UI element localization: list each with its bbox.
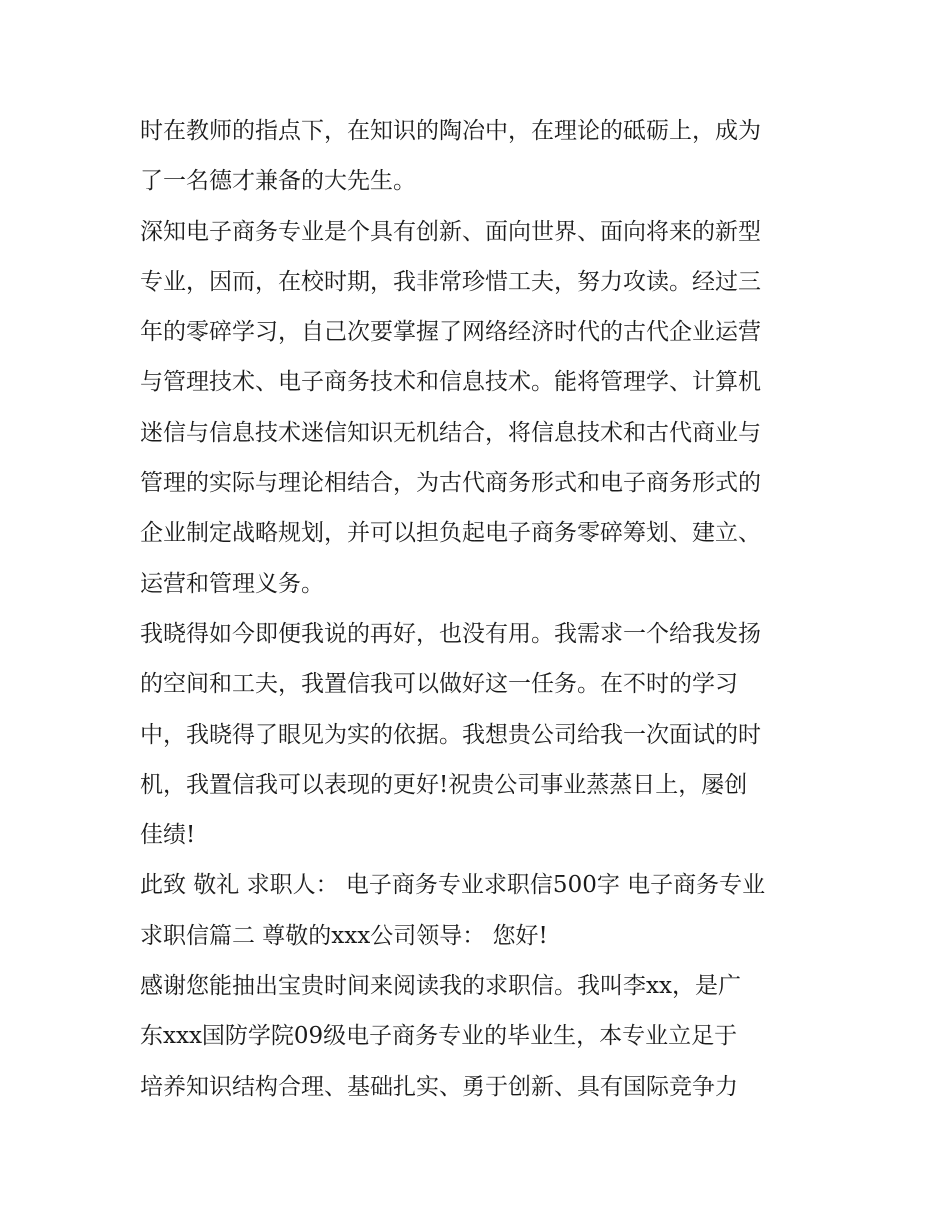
text-line: 机，我置信我可以表现的更好!祝贵公司事业蒸蒸日上，屡创	[140, 771, 748, 798]
text-line: 年的零碎学习，自己次要掌握了网络经济时代的古代企业运营	[140, 319, 761, 346]
text-line: 感谢您能抽出宝贵时间来阅读我的求职信。我叫李xx，是广	[140, 973, 741, 1000]
text-line: 专业，因而，在校时期，我非常珍惜工夫，努力攻读。经过三	[140, 268, 761, 295]
text-line: 时在教师的指点下，在知识的陶冶中，在理论的砥砺上，成为	[140, 118, 761, 144]
text-line: 此致 敬礼 求职人： 电子商务专业求职信500字 电子商务专业	[140, 872, 766, 899]
text-line: 东xxx国防学院09级电子商务专业的毕业生，本专业立足于	[140, 1023, 738, 1050]
text-line: 佳绩!	[140, 822, 196, 849]
text-line: 运营和管理义务。	[140, 570, 324, 597]
text-line: 培养知识结构合理、基础扎实、勇于创新、具有国际竞争力	[140, 1073, 738, 1100]
text-line: 了一名德才兼备的大先生。	[140, 168, 416, 195]
text-line: 的空间和工夫，我置信我可以做好这一任务。在不时的学习	[140, 671, 738, 698]
text-line: 中，我晓得了眼见为实的依据。我想贵公司给我一次面试的时	[140, 721, 761, 748]
text-line: 求职信篇二 尊敬的xxx公司领导： 您好!	[140, 922, 548, 949]
text-line: 企业制定战略规划，并可以担负起电子商务零碎筹划、建立、	[140, 520, 761, 547]
document-body	[140, 106, 820, 1112]
text-line: 深知电子商务专业是个具有创新、面向世界、面向将来的新型	[140, 218, 761, 245]
text-line: 管理的实际与理论相结合，为古代商务形式和电子商务形式的	[140, 470, 761, 497]
text-line: 迷信与信息技术迷信知识无机结合，将信息技术和古代商业与	[140, 419, 761, 446]
text-line: 与管理技术、电子商务技术和信息技术。能将管理学、计算机	[140, 369, 761, 396]
text-line: 我晓得如今即便我说的再好，也没有用。我需求一个给我发扬	[140, 620, 761, 647]
